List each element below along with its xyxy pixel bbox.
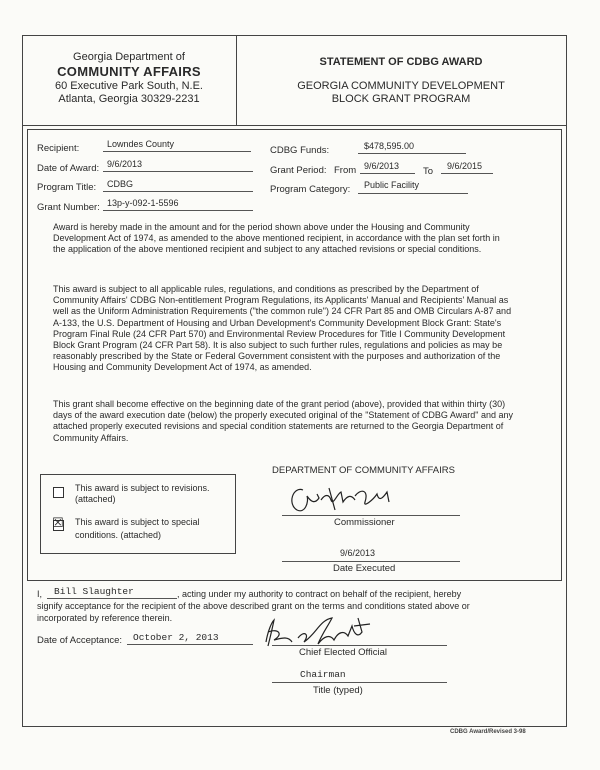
program-line-2: BLOCK GRANT PROGRAM	[331, 93, 471, 105]
recipient-label: Recipient:	[37, 143, 80, 154]
program-title-underline	[103, 191, 253, 192]
official-title-value: Chairman	[300, 669, 346, 680]
program-category-value: Public Facility	[364, 180, 420, 190]
program-line-1: GEORGIA COMMUNITY DEVELOPMENT	[297, 80, 505, 92]
date-executed-line	[282, 561, 460, 562]
revisions-text-2: (attached)	[75, 494, 116, 504]
date-of-award-label: Date of Award:	[37, 163, 100, 174]
official-title-line	[272, 682, 447, 683]
address-line-2: Atlanta, Georgia 30329-2231	[58, 93, 200, 105]
program-category-label: Program Category:	[270, 184, 351, 195]
department-header	[22, 51, 236, 105]
chief-official-label: Chief Elected Official	[299, 647, 388, 658]
commissioner-label: Commissioner	[334, 517, 395, 528]
acceptance-text-2: signify acceptance for the recipient of the above described grant on the terms and conditions stated above or	[37, 601, 470, 611]
grant-period-label: Grant Period:	[270, 165, 327, 176]
from-underline	[360, 173, 415, 174]
from-label: From	[334, 165, 357, 176]
special-conditions-checkbox[interactable]	[52, 516, 64, 531]
date-of-award-underline	[103, 171, 253, 172]
award-title: STATEMENT OF CDBG AWARD	[319, 56, 483, 68]
program-category-underline	[358, 193, 468, 194]
commissioner-line	[282, 515, 460, 516]
chief-official-signature-text	[258, 612, 264, 613]
date-of-award-value: 9/6/2013	[107, 159, 143, 169]
acceptance-prefix: I,	[37, 589, 43, 599]
special-text-1: This award is subject to special	[75, 517, 200, 527]
accepting-official-underline	[47, 598, 177, 599]
recipient-value: Lowndes County	[107, 139, 175, 149]
official-title-label: Title (typed)	[313, 685, 363, 696]
award-paragraph-2: This award is subject to all applicable rules, regulations, and conditions as prescribed by the Department of Community Affairs' CDBG Non-entitlement Program Regulations, its Applicants' Manual and Recipients' Manual as well as the Uniform Administration Requirements ("the common rule") 24 CFR Part 85 and OMB Circulars A-87 and A-133, the U.S. Department of Housing and Urban Development's Community Development Block Grant: State's Program Final Rule (24 CFR Part 570) and Environmental Review Procedures for Title I Community Development Block Grant Program (24 CFR Part 58). It is also subject to such further rules, regulations and policies as may be reasonably prescribed by the State or Federal Government consistent with the purposes and authorization of the Housing and Community Development Act of 1974, as amended.	[53, 284, 512, 373]
commissioner-signature-text	[285, 480, 292, 481]
grant-number-value: 13p-y-092-1-5596	[107, 198, 179, 208]
revisions-checkbox[interactable]	[53, 487, 64, 498]
chief-official-signature-graphic	[258, 612, 388, 652]
cdbg-funds-label: CDBG Funds:	[270, 145, 330, 156]
grant-number-label: Grant Number:	[37, 202, 100, 213]
date-of-acceptance-label: Date of Acceptance:	[37, 635, 123, 646]
program-title-value: CDBG	[107, 179, 134, 189]
award-paragraph-3: This grant shall become effective on the beginning date of the grant period (above), provided that within thirty (30) days of the award execution date (below) the properly executed original of the "Statement of CDBG Award" and any attached properly executed revisions and special condition statements are returned to the Georgia Department of Community Affairs.	[53, 399, 513, 443]
header-divider	[22, 125, 566, 126]
dept-line-2: COMMUNITY AFFAIRS	[57, 64, 201, 79]
to-underline	[441, 173, 493, 174]
from-value: 9/6/2013	[364, 161, 400, 171]
dca-heading: DEPARTMENT OF COMMUNITY AFFAIRS	[272, 465, 455, 476]
date-executed-label: Date Executed	[333, 563, 396, 574]
acceptance-text-1: , acting under my authority to contract on behalf of the recipient, hereby	[177, 589, 462, 599]
date-of-acceptance-value: October 2, 2013	[133, 632, 219, 643]
to-value: 9/6/2015	[447, 161, 483, 171]
date-of-acceptance-underline	[127, 644, 253, 645]
special-text-2: conditions. (attached)	[75, 530, 162, 540]
revisions-text-1: This award is subject to revisions.	[75, 483, 210, 493]
program-title-label: Program Title:	[37, 182, 97, 193]
acceptance-text-3: incorporated by reference therein.	[37, 613, 173, 623]
chief-official-signature	[258, 612, 388, 652]
to-label: To	[423, 166, 434, 177]
chief-official-line	[272, 645, 447, 646]
cdbg-funds-value: $478,595.00	[364, 141, 415, 151]
award-paragraph-1: Award is hereby made in the amount and for the period shown above under the Housing and Community Development Act of 1974, as amended to the above mentioned recipient, in accordance with the plan set forth in the application of the above mentioned recipient and subject to any attached revisions or special conditions.	[53, 222, 500, 255]
accepting-official-name: Bill Slaughter	[54, 586, 134, 597]
dept-line-1: Georgia Department of	[73, 51, 185, 63]
cdbg-funds-underline	[358, 153, 466, 154]
form-id: CDBG Award/Revised 3-98	[450, 729, 526, 735]
commissioner-signature-graphic	[285, 480, 405, 518]
address-line-1: 60 Executive Park South, N.E.	[55, 80, 203, 92]
recipient-underline	[103, 151, 251, 152]
date-executed-value: 9/6/2013	[340, 548, 376, 558]
commissioner-signature	[285, 480, 405, 518]
checkbox-x-mark: ☒	[52, 516, 64, 531]
award-title-block	[236, 56, 566, 105]
grant-number-underline	[103, 210, 253, 211]
